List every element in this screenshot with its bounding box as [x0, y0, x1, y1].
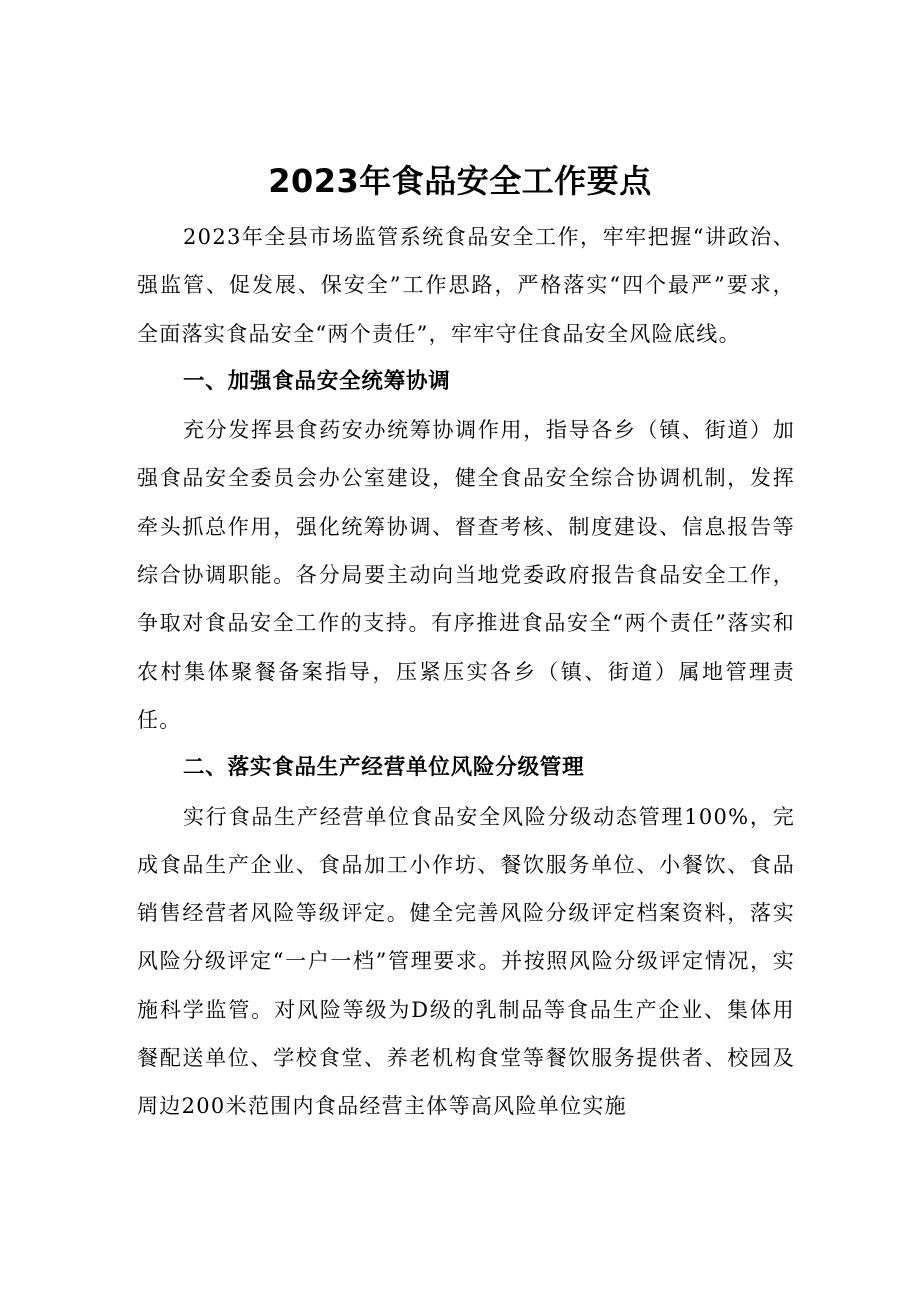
section-2-paragraph: 实行食品生产经营单位食品安全风险分级动态管理100%，完成食品生产企业、食品加工小作坊、餐饮服务单位、小餐饮、食品销售经营者风险等级评定。健全完善风险分级评定档案资料，落实风险分级评定“一户一档”管理要求。并按照风险分级评定情况，实施科学监管。对风险等级为D级的乳制品等食品生产企业、集体用餐配送单位、学校食堂、养老机构食堂等餐饮服务提供者、校园及周边200米范围内食品经营主体等高风险单位实施 [137, 804, 795, 1119]
intro-paragraph: 2023年全县市场监管系统食品安全工作，牢牢把握“讲政治、强监管、促发展、保安全”工作思路，严格落实“四个最严”要求，全面落实食品安全“两个责任”，牢牢守住食品安全风险底线。 [137, 225, 795, 346]
document-title: 2023年食品安全工作要点 [268, 162, 652, 201]
document-body [137, 213, 795, 1131]
section-1-paragraph: 充分发挥县食药安办统筹协调作用，指导各乡（镇、街道）加强食品安全委员会办公室建设，健全食品安全综合协调机制，发挥牵头抓总作用，强化统筹协调、督查考核、制度建设、信息报告等综合协调职能。各分局要主动向当地党委政府报告食品安全工作，争取对食品安全工作的支持。有序推进食品安全“两个责任”落实和农村集体聚餐备案指导，压紧压实各乡（镇、街道）属地管理责任。 [137, 418, 795, 732]
section-1-heading: 一、加强食品安全统筹协调 [183, 368, 451, 394]
section-2-heading: 二、落实食品生产经营单位风险分级管理 [183, 755, 585, 781]
